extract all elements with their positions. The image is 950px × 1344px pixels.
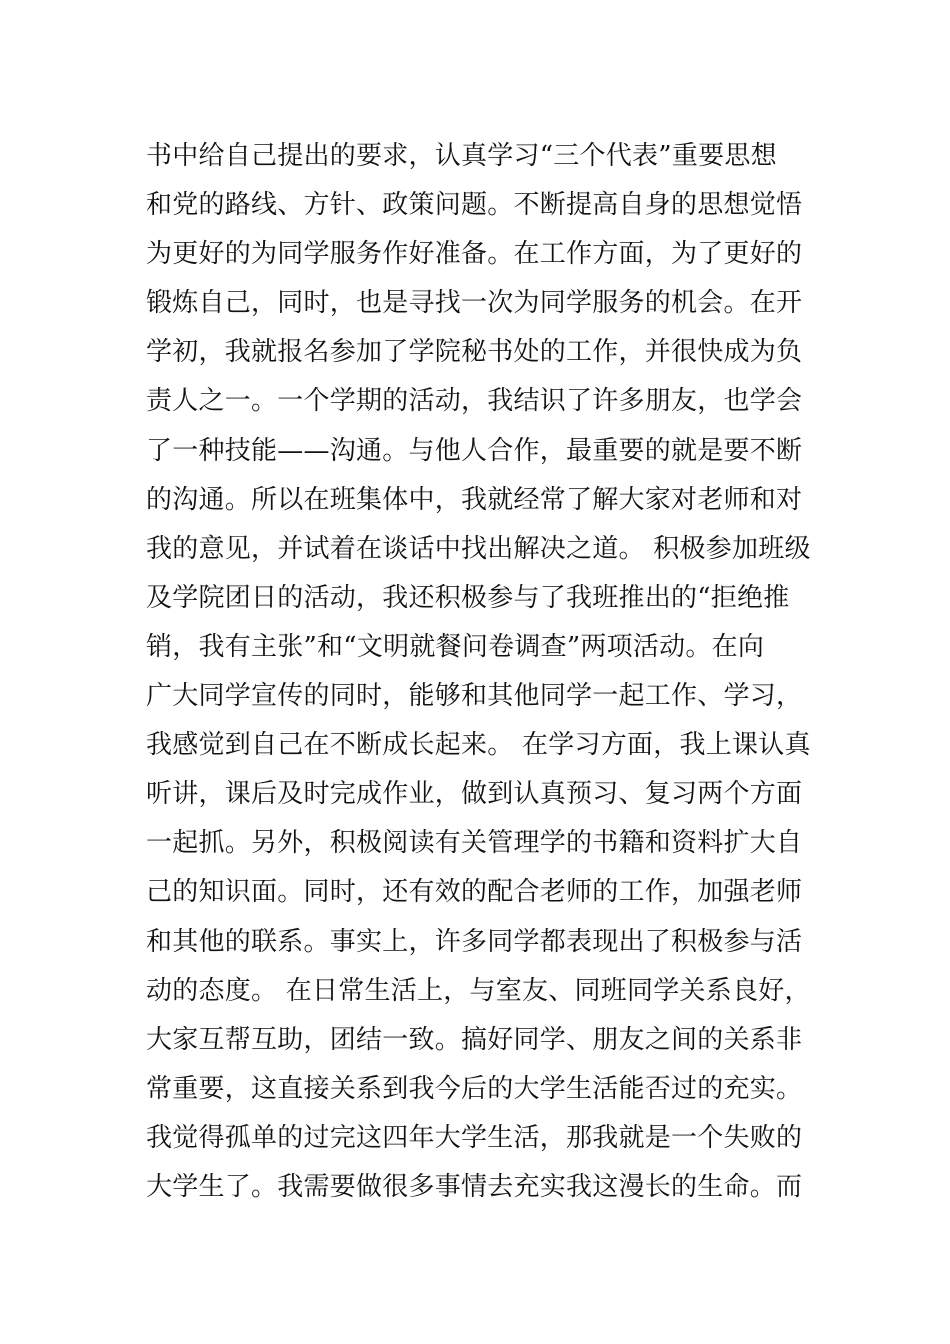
text-line: 及学院团日的活动，我还积极参与了我班推出的“拒绝推 [146,582,790,613]
text-line: 书中给自己提出的要求，认真学习“三个代表”重要思想 [146,141,777,171]
text-line: 己的知识面。同时，还有效的配合老师的工作，加强老师 [146,877,803,908]
text-line: 广大同学宣传的同时，能够和其他同学一起工作、学习， [146,681,803,712]
text-line: 的沟通。所以在班集体中，我就经常了解大家对老师和对 [146,484,803,515]
text-line: 大家互帮互助，团结一致。搞好同学、朋友之间的关系非 [146,1024,803,1055]
text-line: 锻炼自己，同时，也是寻找一次为同学服务的机会。在开 [146,288,803,319]
text-line: 责人之一。一个学期的活动，我结识了许多朋友，也学会 [146,386,803,417]
text-line: 常重要，这直接关系到我今后的大学生活能否过的充实。 [146,1073,803,1104]
text-line: 动的态度。 在日常生活上，与室友、同班同学关系良好， [146,975,811,1006]
text-line: 我觉得孤单的过完这四年大学生活，那我就是一个失败的 [146,1122,803,1153]
text-line: 了一种技能——沟通。与他人合作，最重要的就是要不断 [146,435,803,466]
text-line: 为更好的为同学服务作好准备。在工作方面，为了更好的 [146,239,803,270]
text-line: 销，我有主张”和“文明就餐问卷调查”两项活动。在向 [146,631,765,662]
body-text [146,132,812,1212]
text-line: 一起抓。另外，积极阅读有关管理学的书籍和资料扩大自 [146,828,803,859]
text-line: 学初，我就报名参加了学院秘书处的工作，并很快成为负 [146,337,803,368]
text-line: 和党的路线、方针、政策问题。不断提高自身的思想觉悟 [146,190,803,221]
text-line: 大学生了。我需要做很多事情去充实我这漫长的生命。而 [146,1171,803,1202]
text-line: 我的意见，并试着在谈话中找出解决之道。 积极参加班级 [146,533,811,564]
text-line: 我感觉到自己在不断成长起来。 在学习方面，我上课认真 [146,730,811,761]
text-line: 听讲，课后及时完成作业，做到认真预习、复习两个方面 [146,779,803,810]
text-line: 和其他的联系。事实上，许多同学都表现出了积极参与活 [146,926,803,957]
